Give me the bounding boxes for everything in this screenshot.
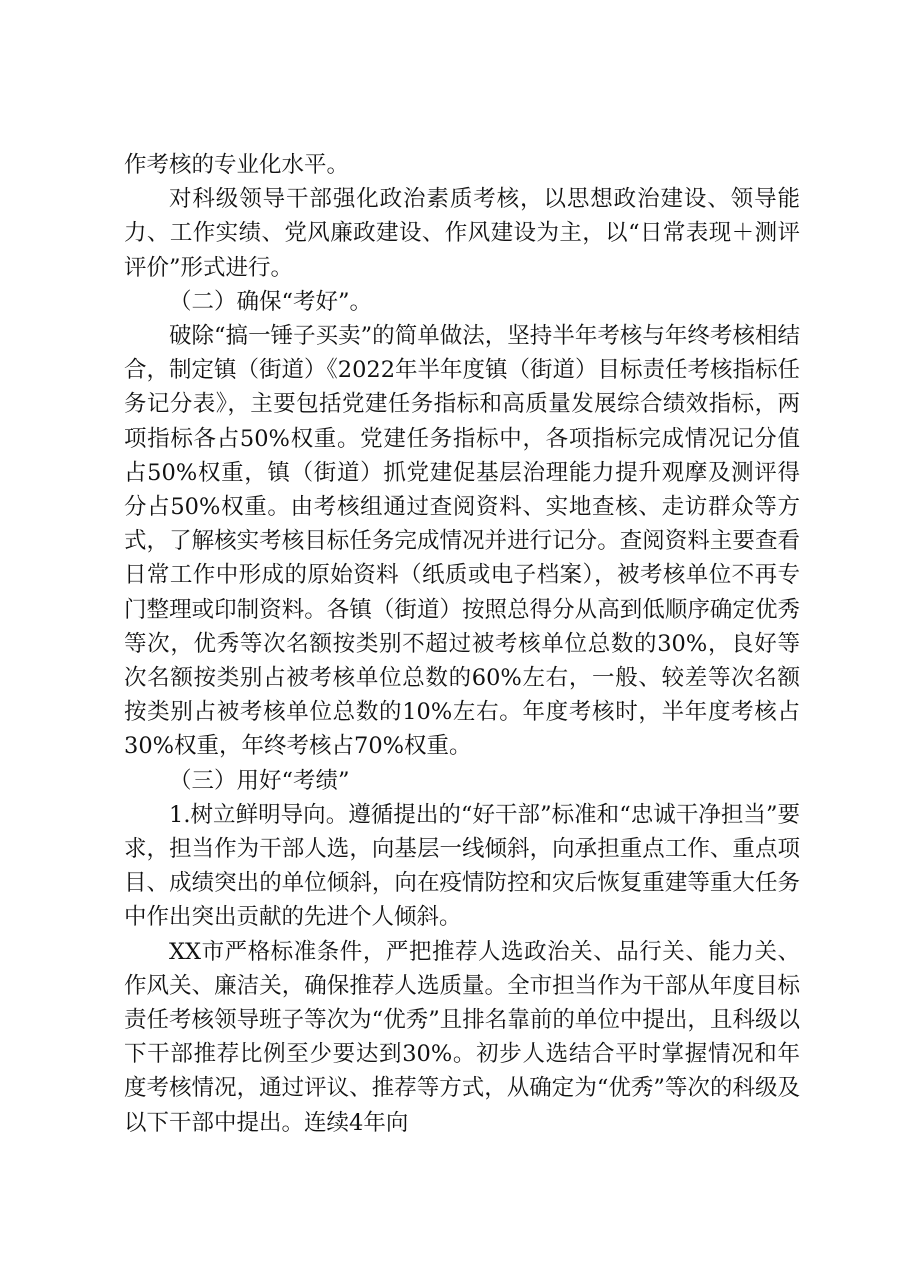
paragraph-continuation: 作考核的专业化水平。	[124, 152, 350, 178]
paragraph-assessment-method: 破除“搞一锤子买卖”的简单做法，坚持半年考核与年终考核相结合，制定镇（街道）《2022年半年度镇（街道）目标责任考核指标任务记分表》，主要包括党建任务指标和高质量发展综合绩效指标，两项指标各占50%权重。党建任务指标中，各项指标完成情况记分值占50%权重，镇（街道）抓党建促基层治理能力提升观摩及测评得分占50%权重。由考核组通过查阅资料、实地查核、走访群众等方式，了解核实考核目标任务完成情况并进行记分。查阅资料主要查看日常工作中形成的原始资料（纸质或电子档案），被考核单位不再专门整理或印制资料。各镇（街道）按照总得分从高到低顺序确定优秀等次，优秀等次名额按类别不超过被考核单位总数的30%，良好等次名额按类别占被考核单位总数的60%左右，一般、较差等次名额按类别占被考核单位总数的10%左右。年度考核时，半年度考核占30%权重，年终考核占70%权重。	[124, 323, 801, 760]
paragraph-guidance: 1.树立鲜明导向。遵循提出的“好干部”标准和“忠诚干净担当”要求，担当作为干部人选，向基层一线倾斜，向承担重点工作、重点项目、成绩突出的单位倾斜，向在疫情防控和灾后恢复重建等重大任务中作出突出贡献的先进个人倾斜。	[124, 801, 800, 931]
section-heading-3: （三）用好“考绩”	[169, 767, 350, 794]
paragraph-selection-standards: XX市严格标准条件，严把推荐人选政治关、品行关、能力关、作风关、廉洁关，确保推荐人选质量。全市担当作为干部从年度目标责任考核领导班子等次为“优秀”且排名靠前的单位中提出，且科级以下干部推荐比例至少要达到30%。初步人选结合平时掌握情况和年度考核情况，通过评议、推荐等方式，从确定为“优秀”等次的科级及以下干部中提出。连续4年向	[124, 938, 800, 1136]
paragraph-cadre-assessment: 对科级领导干部强化政治素质考核，以思想政治建设、领导能力、工作实绩、党风廉政建设、作风建设为主，以“日常表现＋测评评价”形式进行。	[124, 186, 800, 281]
document-page	[124, 148, 800, 1140]
section-heading-2: （二）确保“考好”。	[169, 288, 373, 315]
